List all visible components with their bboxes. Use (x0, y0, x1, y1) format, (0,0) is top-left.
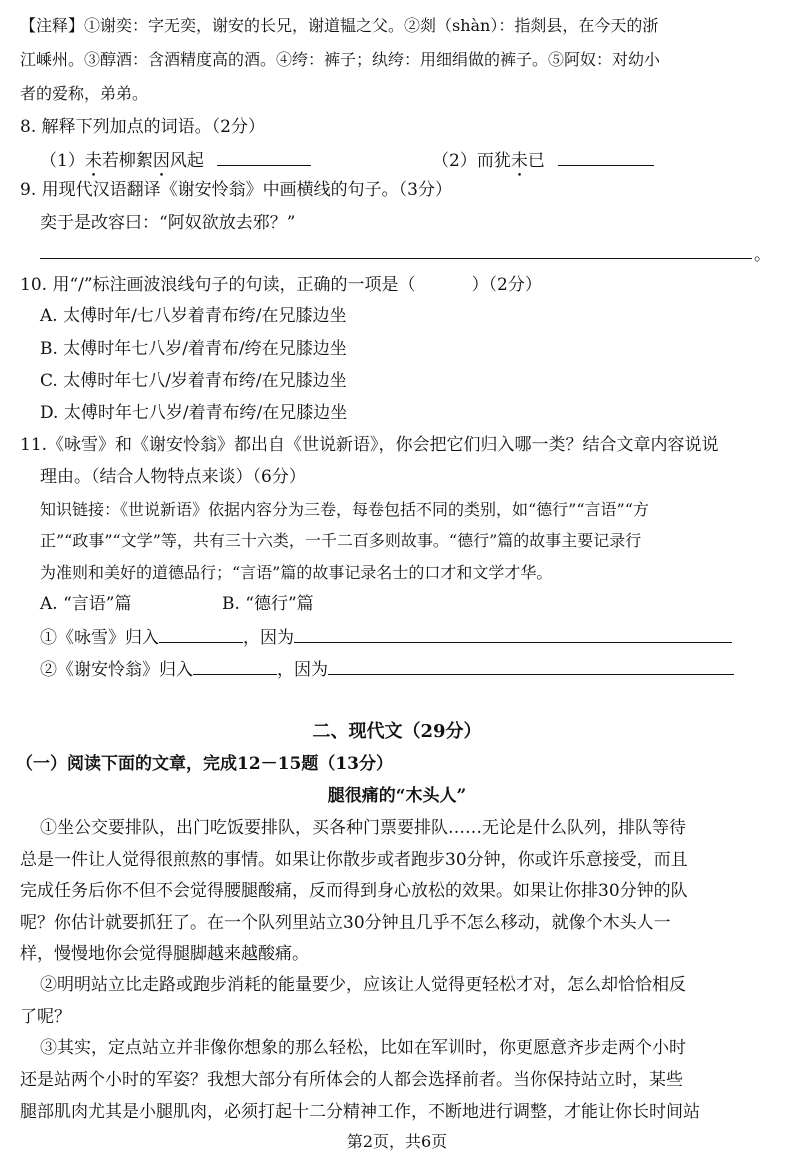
note-line-2: 江嵊州。③醇酒：含酒精度高的酒。④绔：裤子；纨绔：用细绢做的裤子。⑤阿奴：对幼小 (20, 50, 661, 69)
article-para-line: 还是站两个小时的军姿？我想大部分有所体会的人都会选择前者。当你保持站立时，某些 (20, 1070, 683, 1090)
article-para-line: 腿部肌肉尤其是小腿肌肉，必须打起十二分精神工作，不断地进行调整，才能让你长时间站 (20, 1102, 700, 1122)
q9-stem: 9. 用现代汉语翻译《谢安怜翁》中画横线的句子。（3分） (20, 180, 452, 200)
q8-part1-dotted-1: 未 (84, 151, 102, 171)
page-footer: 第2页，共6页 (346, 1132, 448, 1151)
article-para-line: ③其实，定点站立并非像你想象的那么轻松，比如在军训时，你更愿意齐步走两个小时 (40, 1038, 686, 1058)
q8-stem: 8. 解释下列加点的词语。（2分） (20, 117, 265, 137)
q10-option-d: D. 太傅时年七八岁/着青布绔/在兄膝边坐 (40, 403, 348, 423)
q8-part2 (432, 147, 654, 181)
q11-link-line-3: 为准则和美好的道德品行；“言语”篇的故事记录名士的口才和文学才华。 (40, 563, 553, 582)
q8-part1-suffix: 风起 (169, 151, 204, 171)
q9-end-mark: 。 (754, 245, 771, 265)
q8-part2-suffix: 已 (527, 151, 545, 171)
q11-stem-line-1: 11.《咏雪》和《谢安怜翁》都出自《世说新语》，你会把它们归入哪一类？结合文章内容说说 (20, 435, 719, 455)
q9-sentence: 奕于是改容曰：“阿奴欲放去邪？” (40, 213, 296, 233)
q11-link-line-1: 知识链接：《世说新语》依据内容分为三卷，每卷包括不同的类别，如“德行”“言语”“方 (40, 500, 649, 519)
q8-part1-dotted-2: 因 (152, 151, 170, 171)
q11-stem-line-2: 理由。（结合人物特点来谈）（6分） (40, 467, 306, 487)
article-para-line: 总是一件让人觉得很煎熬的事情。如果让你散步或者跑步30分钟，你或许乐意接受，而且 (20, 850, 688, 870)
q11-answer-1-reason-blank[interactable] (294, 624, 732, 643)
q10-stem-suffix: ）（2分） (471, 275, 542, 295)
article-para-line: 呢？你估计就要抓狂了。在一个队列里站立30分钟且几乎不怎么移动，就像个木头人一 (20, 913, 671, 933)
article-para-line: ②明明站立比走路或跑步消耗的能量要少，应该让人觉得更轻松才对，怎么却恰恰相反 (40, 975, 686, 995)
note-line-1: 【注释】①谢奕：字无奕，谢安的长兄，谢道韫之父。②剡（shàn）：指剡县，在今天的浙 (20, 16, 659, 35)
q11-link-line-2: 正”“政事”“文学”等，共有三十六类，一千二百多则故事。“德行”篇的故事主要记录行 (40, 531, 642, 550)
section-2-title: 二、现代文（29分） (312, 721, 482, 742)
section-2-subtitle: （一）阅读下面的文章，完成12－15题（13分） (16, 754, 393, 774)
q11-answer-2-category-blank[interactable] (193, 656, 277, 675)
q10-option-a: A. 太傅时年/七八岁着青布绔/在兄膝边坐 (40, 306, 347, 326)
q11-answer-1 (40, 624, 732, 650)
article-para-line: ①坐公交要排队，出门吃饭要排队，买各种门票要排队……无论是什么队列，排队等待 (40, 818, 686, 838)
q11-answer-2 (40, 656, 734, 682)
q11-answer-2-label: ②《谢安怜翁》归入 (40, 660, 193, 680)
article-para-line: 完成任务后你不但不会觉得腰腿酸痛，反而得到身心放松的效果。如果让你排30分钟的队 (20, 881, 688, 901)
q8-part2-prefix: （2）而犹 (432, 151, 511, 171)
q10-option-c: C. 太傅时年七八/岁着青布绔/在兄膝边坐 (40, 371, 347, 391)
article-para-line: 样，慢慢地你会觉得腿脚越来越酸痛。 (20, 944, 309, 964)
q8-part2-dotted: 未 (510, 151, 528, 171)
q10-stem-prefix: 10. 用“/”标注画波浪线句子的句读，正确的一项是（ (20, 275, 416, 295)
q11-answer-2-reason-blank[interactable] (328, 656, 734, 675)
q11-option-a: A. “言语”篇 (40, 594, 132, 614)
q8-part2-answer-blank[interactable] (558, 147, 654, 166)
note-line-3: 者的爱称，弟弟。 (20, 84, 149, 103)
q8-part1 (40, 147, 311, 181)
q9-answer-line[interactable] (40, 258, 752, 259)
q10-stem (20, 273, 542, 297)
q11-answer-1-because: ，因为 (243, 628, 294, 648)
q11-answer-1-category-blank[interactable] (159, 624, 243, 643)
article-title: 腿很痛的“木头人” (327, 786, 467, 806)
q10-option-b: B. 太傅时年七八岁/着青布/绔在兄膝边坐 (40, 339, 347, 359)
q8-part1-mid: 若柳絮 (101, 151, 153, 171)
q8-part1-answer-blank[interactable] (217, 147, 311, 166)
q8-part1-prefix: （1） (40, 151, 85, 171)
q11-answer-1-label: ①《咏雪》归入 (40, 628, 159, 648)
q11-option-b: B. “德行”篇 (222, 594, 314, 614)
q11-answer-2-because: ，因为 (277, 660, 328, 680)
article-para-line: 了呢？ (20, 1007, 71, 1027)
